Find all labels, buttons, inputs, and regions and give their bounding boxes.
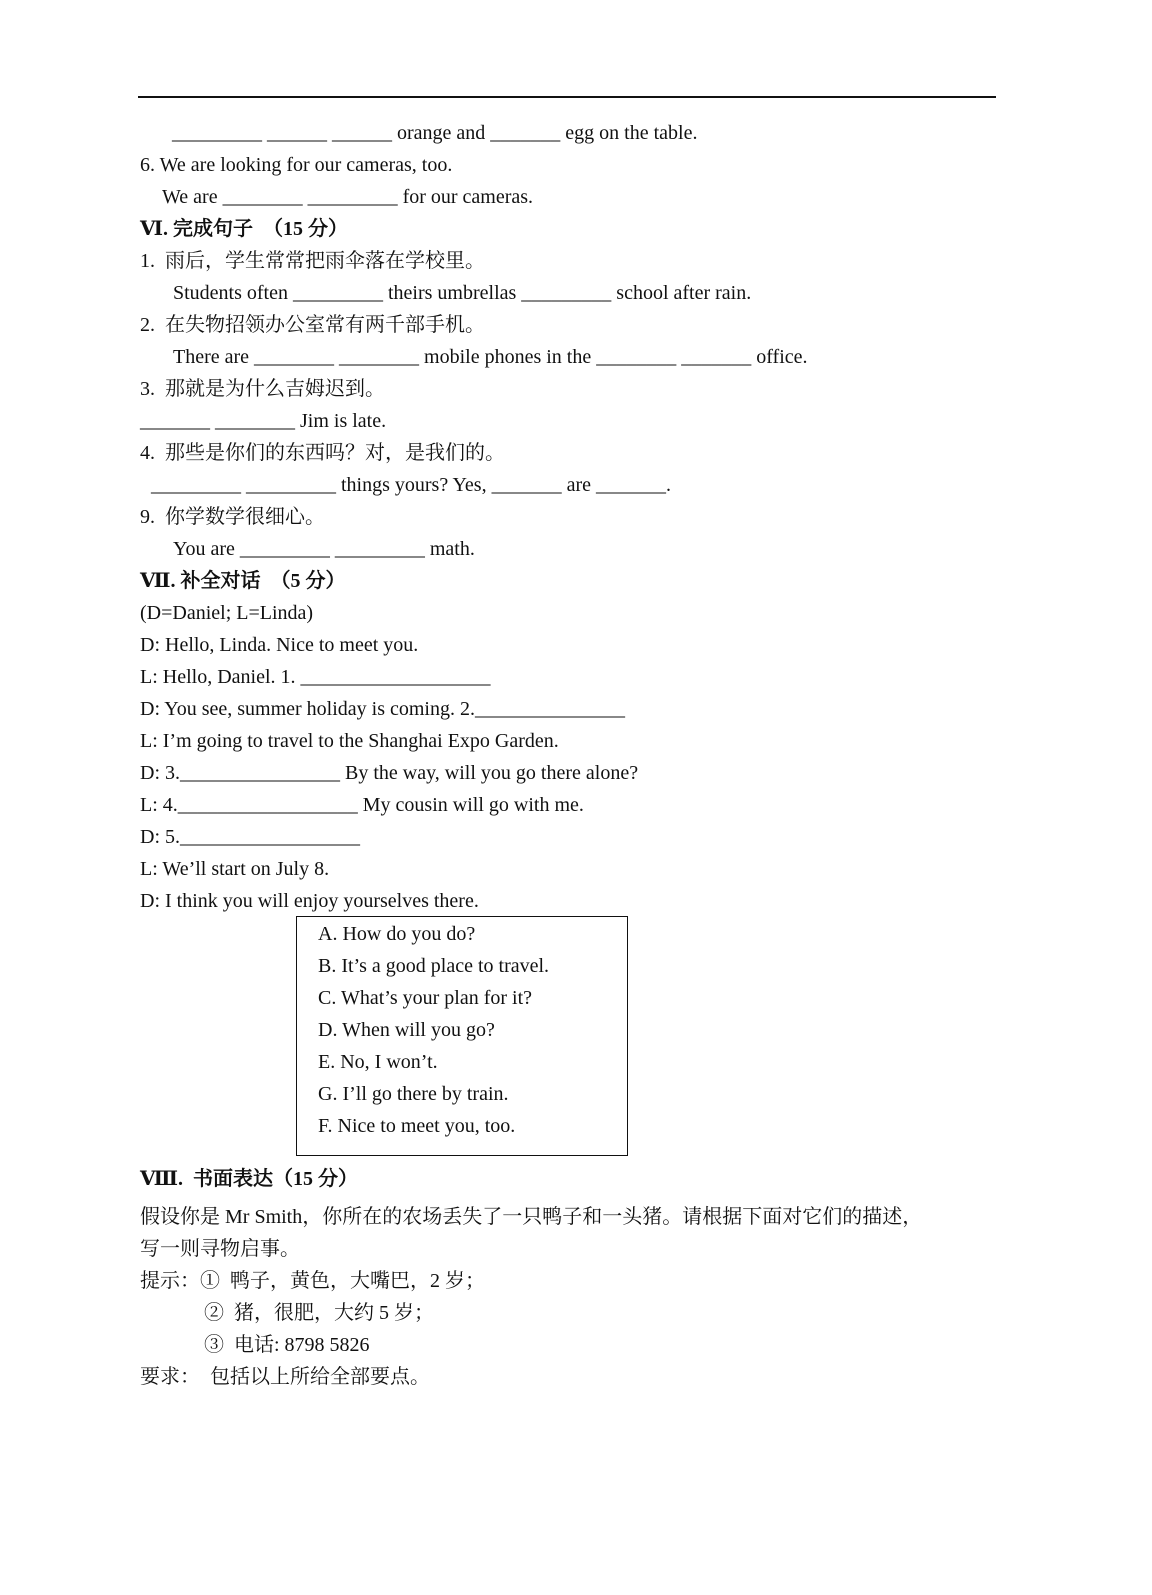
exercise-line: _______ ________ Jim is late. — [140, 410, 387, 432]
option-item: A. How do you do? — [318, 923, 476, 945]
dialog-line: D: 3.________________ By the way, will you go there alone? — [140, 762, 639, 784]
exercise-line: 6. We are looking for our cameras, too. — [140, 154, 453, 176]
hint-line: ② 猪，很肥，大约 5 岁； — [204, 1302, 434, 1324]
section-heading-8: Ⅷ. 书面表达（15 分） — [140, 1168, 358, 1190]
exercise-line: 1. 雨后，学生常常把雨伞落在学校里。 — [140, 250, 485, 272]
option-item: C. What’s your plan for it? — [318, 987, 533, 1009]
section-heading-6: Ⅵ. 完成句子 （15 分） — [140, 218, 348, 240]
exercise-line: There are ________ ________ mobile phones in the ________ _______ office. — [173, 346, 808, 368]
exercise-line: We are ________ _________ for our cameras. — [162, 186, 534, 208]
dialog-line: L: We’ll start on July 8. — [140, 858, 330, 880]
hint-line: 提示：① 鸭子，黄色，大嘴巴，2 岁； — [140, 1270, 485, 1292]
dialog-line: L: 4.__________________ My cousin will go with me. — [140, 794, 584, 816]
writing-prompt: 写一则寻物启事。 — [140, 1238, 300, 1260]
exercise-line: 3. 那就是为什么吉姆迟到。 — [140, 378, 385, 400]
option-item: E. No, I won’t. — [318, 1051, 438, 1073]
exercise-line: 2. 在失物招领办公室常有两千部手机。 — [140, 314, 485, 336]
dialog-line: D: You see, summer holiday is coming. 2._______________ — [140, 698, 625, 720]
option-item: G. I’ll go there by train. — [318, 1083, 509, 1105]
dialog-line: L: Hello, Daniel. 1. ___________________ — [140, 666, 491, 688]
exercise-line: 4. 那些是你们的东西吗？对，是我们的。 — [140, 442, 505, 464]
dialog-line: (D=Daniel; L=Linda) — [140, 602, 314, 624]
exercise-line: _________ _________ things yours? Yes, _______ are _______. — [151, 474, 671, 496]
dialog-line: D: 5.__________________ — [140, 826, 360, 848]
section-heading-7: Ⅶ. 补全对话 （5 分） — [140, 570, 346, 592]
exercise-line: _________ ______ ______ orange and _______ egg on the table. — [172, 122, 698, 144]
writing-prompt: 假设你是 Mr Smith，你所在的农场丢失了一只鸭子和一头猪。请根据下面对它们的描述， — [140, 1206, 923, 1228]
hint-line: ③ 电话: 8798 5826 — [204, 1334, 370, 1356]
requirement-line: 要求： 包括以上所给全部要点。 — [140, 1366, 430, 1388]
exercise-line: 9. 你学数学很细心。 — [140, 506, 325, 528]
option-item: B. It’s a good place to travel. — [318, 955, 550, 977]
dialog-line: D: Hello, Linda. Nice to meet you. — [140, 634, 419, 656]
dialog-line: L: I’m going to travel to the Shanghai Expo Garden. — [140, 730, 559, 752]
option-item: F. Nice to meet you, too. — [318, 1115, 516, 1137]
header-rule — [138, 96, 996, 98]
option-item: D. When will you go? — [318, 1019, 495, 1041]
dialog-line: D: I think you will enjoy yourselves there. — [140, 890, 479, 912]
exercise-line: Students often _________ theirs umbrellas _________ school after rain. — [173, 282, 752, 304]
exercise-line: You are _________ _________ math. — [173, 538, 475, 560]
options-box — [296, 916, 628, 1156]
